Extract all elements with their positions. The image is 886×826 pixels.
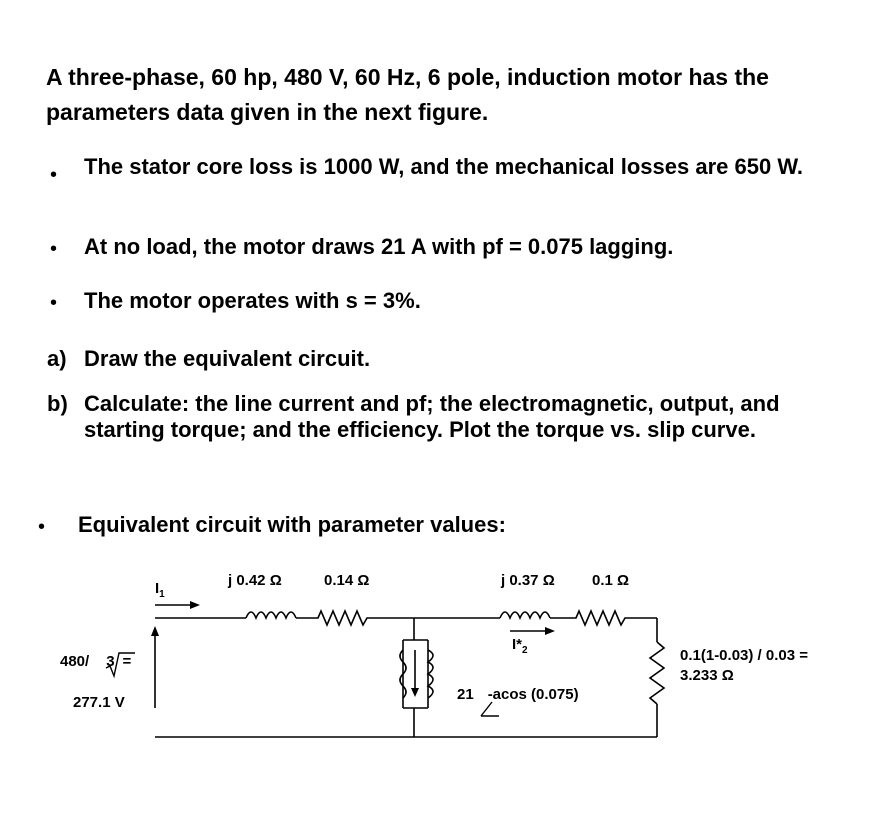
bullet-dot: • [38,516,46,538]
i1-label: $I_1$ [155,580,165,600]
magnetizing-arrowhead [411,688,419,697]
bullet-dot: • [50,238,58,260]
load-resistance-formula: 0.1(1-0.03) / 0.03 = [680,647,808,664]
task-a-label: a) [47,346,67,371]
bullet-dot: • [50,292,58,314]
stator-resistance-label: 0.14 Ω [324,572,370,589]
magnetizing-current-label: 21 -acos (0.075) [457,686,579,703]
stator-resistance-symbol [296,611,500,625]
source-voltage-line2: 277.1 V [73,694,125,711]
bullet-slip: The motor operates with s = 3%. [84,288,421,313]
stator-reactance-symbol [246,612,296,618]
load-resistance-value: 3.233 Ω [680,667,734,684]
bullet-no-load: At no load, the motor draws 21 A with pf = 0.075 lagging. [84,234,674,259]
problem-statement: A three-phase, 60 hp, 480 V, 60 Hz, 6 pole, induction motor has the parameters data given in the next figure. [46,64,769,125]
load-resistance-symbol [650,642,664,704]
task-a-text: Draw the equivalent circuit. [84,346,371,371]
source-voltage-line1: 480/ 3 = [60,653,132,670]
rotor-resistance-label: 0.1 Ω [592,572,630,589]
bullet-dot: • [50,164,58,186]
angle-symbol-slant [481,702,492,716]
i2-label: $I*_2$ [512,636,528,656]
rotor-reactance-label: j 0.37 Ω [501,572,555,589]
task-b-text: Calculate: the line current and pf; the electromagnetic, output, and starting torque; and the efficiency. Plot the torque vs. slip curve. [84,391,780,442]
rotor-resistance-symbol [550,611,657,625]
stator-reactance-label: j 0.42 Ω [228,572,282,589]
rotor-reactance-symbol [500,612,550,618]
source-arrowhead [151,626,159,636]
bullet-core-loss: The stator core loss is 1000 W, and the mechanical losses are 650 W. [84,154,803,179]
section-heading: Equivalent circuit with parameter values: [78,512,506,537]
task-b-label: b) [47,391,68,416]
